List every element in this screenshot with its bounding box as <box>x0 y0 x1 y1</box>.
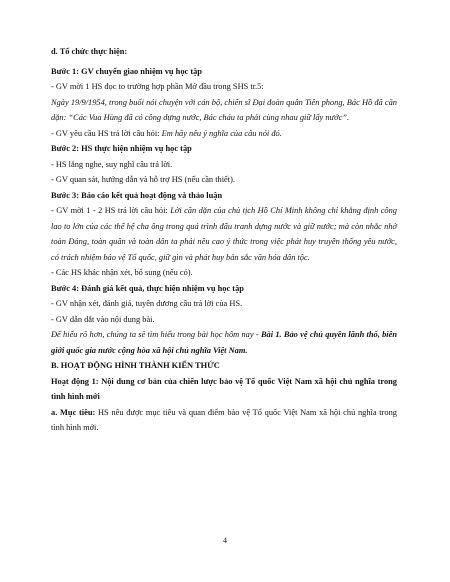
step3-line1-prefix: - GV mời 1 - 2 HS trả lời câu hỏi: <box>51 206 171 215</box>
step3-line1-answer: Lời căn dặn của chủ tịch Hồ Chí Minh không chỉ khẳng định công lao to lớn của các thế hệ cha ông trong quá trình đấu tranh dựng nước và giữ nước; mà còn nhắc nhở toàn Đảng, toàn quân và toàn dân ta phải nêu cao ý thức trong việc phát huy truyền thống yêu nước, có trách nhiệm bảo vệ Tổ quốc, giữ gìn và phát huy bản sắc văn hóa dân tộc. <box>51 206 397 262</box>
page-number: 4 <box>223 536 227 545</box>
step1-line2-prefix: - GV yêu cầu HS trả lời câu hỏi: <box>51 128 162 138</box>
document-body <box>51 44 397 436</box>
step1-line2 <box>51 126 397 142</box>
step2-line2: - GV quan sát, hướng dẫn và hỗ trợ HS (nếu cần thiết). <box>51 175 235 184</box>
step1-line1: - GV mời 1 HS đọc to trường hợp phần Mở đầu trong SHS tr.5: <box>51 82 264 91</box>
step1-line2-question: Em hãy nêu ý nghĩa của câu nói đó. <box>161 128 282 138</box>
step3-line2: - Các HS khác nhận xét, bổ sung (nếu có). <box>51 268 193 277</box>
step1-quote: Ngày 19/9/1954, trong buổi nói chuyện với cán bộ, chiến sĩ Đại đoàn quân Tiên phong, Bác Hồ đã căn dặn: “Các Vua Hùng đã có công dựng nước, Bác cháu ta phải cùng nhau giữ lấy nước”. <box>51 97 397 122</box>
objective <box>51 405 397 436</box>
step3-heading: Bước 3: Báo cáo kết quả hoạt động và thảo luận <box>51 190 223 200</box>
step4-intro <box>51 327 397 358</box>
step3-line1 <box>51 203 397 265</box>
section-d-title: d. Tổ chức thực hiện: <box>51 47 128 56</box>
step4-intro-italic: Để hiểu rõ hơn, chúng ta sẽ tìm hiểu trong bài học hôm nay - <box>51 330 261 339</box>
step2-heading: Bước 2: HS thực hiện nhiệm vụ học tập <box>51 144 192 153</box>
step4-intro-bold: Bài 1. Bảo vệ chủ quyền lãnh thổ, biên giới quốc gia nước cộng hòa xã hội chủ nghĩa Việt Nam. <box>51 330 397 355</box>
step1-heading: Bước 1: GV chuyển giao nhiệm vụ học tập <box>51 66 202 76</box>
objective-label: a. Mục tiêu: <box>51 407 96 417</box>
step4-line1: - GV nhận xét, đánh giá, tuyên dương câu trả lời của HS. <box>51 299 243 308</box>
objective-text: HS nêu được mục tiêu và quan điểm bảo vệ Tổ quốc Việt Nam xã hội chủ nghĩa trong tình hình mới. <box>51 407 397 432</box>
step4-line2: - GV dẫn dắt vào nội dung bài. <box>51 314 155 324</box>
activity1-title: Hoạt động 1: Nội dung cơ bản của chiến lược bảo vệ Tổ quốc Việt Nam xã hội chủ nghĩa trong tình hình mới <box>51 376 397 401</box>
step4-heading: Bước 4: Đánh giá kết quả, thực hiện nhiệm vụ học tập <box>51 283 244 293</box>
section-b-title: B. HOẠT ĐỘNG HÌNH THÀNH KIẾN THỨC <box>51 361 220 370</box>
step2-line1: - HS lắng nghe, suy nghĩ câu trả lời. <box>51 159 173 169</box>
